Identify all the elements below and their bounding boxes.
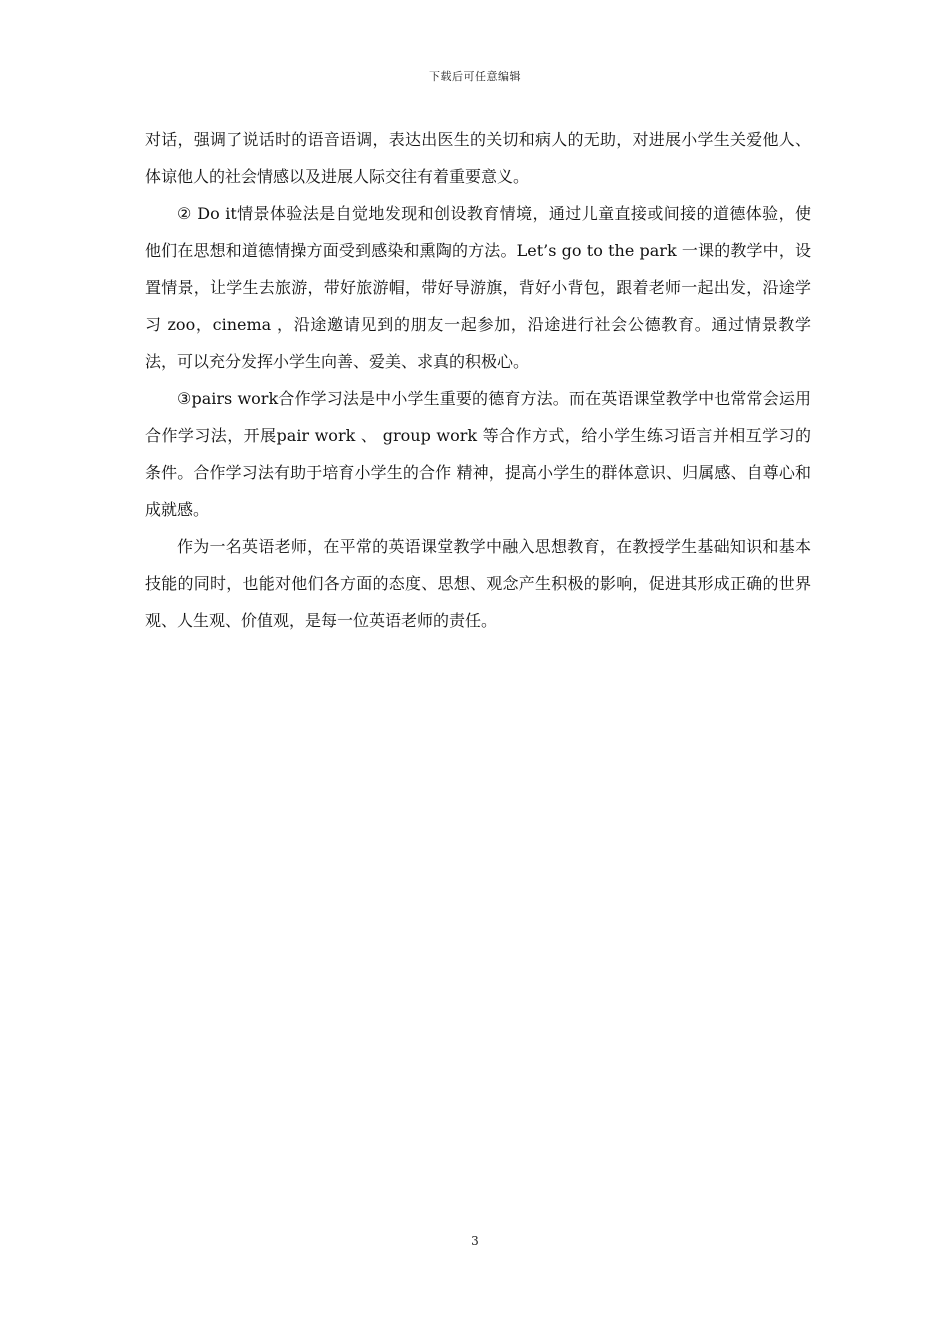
paragraph-pairs-work-method: ③pairs work合作学习法是中小学生重要的德育方法。而在英语课堂教学中也常常会运用合作学习法，开展pair work 、 group work 等合作方式，给小学生练习语言并相互学习的条件。合作学习法有助于培育小学生的合作 精神，提高小学生的群体意识、归属感、自尊心和成就感。 — [145, 389, 811, 519]
paragraph-conclusion: 作为一名英语老师，在平常的英语课堂教学中融入思想教育，在教授学生基础知识和基本技能的同时，也能对他们各方面的态度、思想、观念产生积极的影响，促进其形成正确的世界观、人生观、价值观，是每一位英语老师的责任。 — [145, 537, 811, 630]
page-number: 3 — [471, 1234, 479, 1248]
page-header: 下载后可任意编辑 — [429, 70, 521, 83]
document-body — [145, 121, 811, 639]
paragraph-do-it-method: ② Do it情景体验法是自觉地发现和创设教育情境，通过儿童直接或间接的道德体验，使他们在思想和道德情操方面受到感染和熏陶的方法。Let’s go to the park 一课的教学中，设置情景，让学生去旅游，带好旅游帽，带好导游旗，背好小背包，跟着老师一起出发，沿途学习 zoo，cinema ，沿途邀请见到的朋友一起参加，沿途进行社会公德教育。通过情景教学法，可以充分发挥小学生向善、爱美、求真的积极心。 — [145, 204, 811, 371]
paragraph-continuation: 对话，强调了说话时的语音语调，表达出医生的关切和病人的无助，对进展小学生关爱他人、体谅他人的社会情感以及进展人际交往有着重要意义。 — [145, 130, 811, 186]
